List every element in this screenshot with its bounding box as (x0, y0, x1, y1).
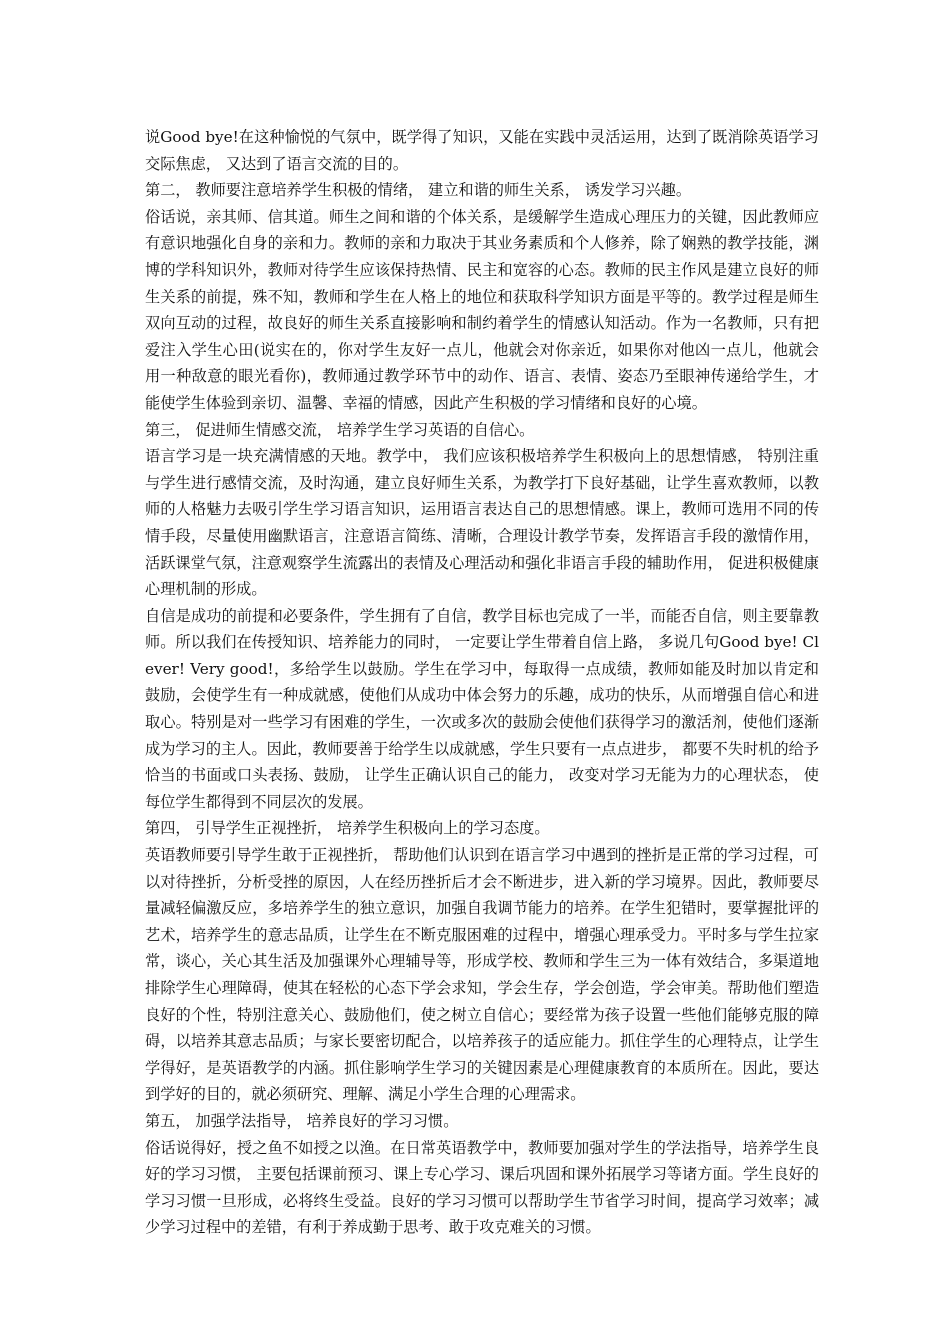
heading-point-three: 第三， 促进师生情感交流， 培养学生学习英语的自信心。 (145, 420, 535, 439)
heading-point-four: 第四， 引导学生正视挫折， 培养学生积极向上的学习态度。 (145, 819, 550, 838)
paragraph-emotional-exchange: 语言学习是一块充满情感的天地。教学中， 我们应该积极培养学生积极向上的思想情感， 特别注重与学生进行感情交流，及时沟通，建立良好师生关系，为教学打下良好基础，让学生喜欢教师，以教师的人格魅力去吸引学生学习语言知识，运用语言表达自己的思想情感。课上，教师可选用不同的传情手段，尽量使用幽默语言，注意语言简练、清晰，合理设计教学节奏，发挥语言手段的激情作用，活跃课堂气氛，注意观察学生流露出的表情及心理活动和强化非语言手段的辅助作用， 促进积极健康心理机制的形成。 (145, 447, 819, 599)
document-body (145, 124, 819, 1241)
paragraph-facing-setbacks: 英语教师要引导学生敢于正视挫折， 帮助他们认识到在语言学习中遇到的挫折是正常的学习过程，可以对待挫折，分析受挫的原因，人在经历挫折后才会不断进步，进入新的学习境界。因此，教师要尽量减轻偏激反应，多培养学生的独立意识，加强自我调节能力的培养。在学生犯错时，要掌握批评的艺术，培养学生的意志品质，让学生在不断克服困难的过程中，增强心理承受力。平时多与学生拉家常，谈心，关心其生活及加强课外心理辅导等，形成学校、教师和学生三为一体有效结合，多渠道地排除学生心理障碍，使其在轻松的心态下学会求知，学会生存，学会创造，学会审美。帮助他们塑造良好的个性，特别注意关心、鼓励他们，使之树立自信心；要经常为孩子设置一些他们能够克服的障碍，以培养其意志品质；与家长要密切配合，以培养孩子的适应能力。抓住学生的心理特点，让学生学得好，是英语教学的内涵。抓住影响学生学习的关键因素是心理健康教育的本质所在。因此，要达到学好的目的，就必须研究、理解、满足小学生合理的心理需求。 (145, 846, 819, 1104)
paragraph-study-habits: 俗话说得好，授之鱼不如授之以渔。在日常英语教学中，教师要加强对学生的学法指导，培养学生良好的学习习惯， 主要包括课前预习、课上专心学习、课后巩固和课外拓展学习等诸方面。学生良好的学习习惯一旦形成，必将终生受益。良好的学习习惯可以帮助学生节省学习时间，提高学习效率；减少学习过程中的差错，有利于养成勤于思考、敢于攻克难关的习惯。 (145, 1138, 819, 1237)
paragraph-intro-continuation: 说Good bye!在这种愉悦的气氛中，既学得了知识，又能在实践中灵活运用，达到了既消除英语学习交际焦虑， 又达到了语言交流的目的。 (145, 128, 819, 173)
heading-point-five: 第五， 加强学法指导， 培养良好的学习习惯。 (145, 1111, 459, 1130)
heading-point-two: 第二， 教师要注意培养学生积极的情绪， 建立和谐的师生关系， 诱发学习兴趣。 (145, 181, 692, 200)
paragraph-self-confidence: 自信是成功的前提和必要条件，学生拥有了自信，教学目标也完成了一半，而能否自信，则主要靠教师。所以我们在传授知识、培养能力的同时， 一定要让学生带着自信上路， 多说几句Good bye! Clever! Very good!，多给学生以鼓励。学生在学习中，每取得一点成绩，教师如能及时加以肯定和鼓励，会使学生有一种成就感，使他们从成功中体会努力的乐趣，成功的快乐，从而增强自信心和进取心。特别是对一些学习有困难的学生，一次或多次的鼓励会使他们获得学习的激活剂，使他们逐渐成为学习的主人。因此，教师要善于给学生以成就感，学生只要有一点点进步， 都要不失时机的给予恰当的书面或口头表扬、鼓励， 让学生正确认识自己的能力， 改变对学习无能为力的心理状态， 使每位学生都得到不同层次的发展。 (145, 606, 819, 811)
paragraph-teacher-affinity: 俗话说，亲其师、信其道。师生之间和谐的个体关系，是缓解学生造成心理压力的关键，因此教师应有意识地强化自身的亲和力。教师的亲和力取决于其业务素质和个人修养，除了娴熟的教学技能，渊博的学科知识外，教师对待学生应该保持热情、民主和宽容的心态。教师的民主作风是建立良好的师生关系的前提，殊不知，教师和学生在人格上的地位和获取科学知识方面是平等的。教学过程是师生双向互动的过程，故良好的师生关系直接影响和制约着学生的情感认知活动。作为一名教师，只有把爱注入学生心田(说实在的，你对学生友好一点儿，他就会对你亲近，如果你对他凶一点儿，他就会用一种敌意的眼光看你)，教师通过教学环节中的动作、语言、表情、姿态乃至眼神传递给学生，才能使学生体验到亲切、温馨、幸福的情感，因此产生积极的学习情绪和良好的心境。 (145, 207, 819, 412)
